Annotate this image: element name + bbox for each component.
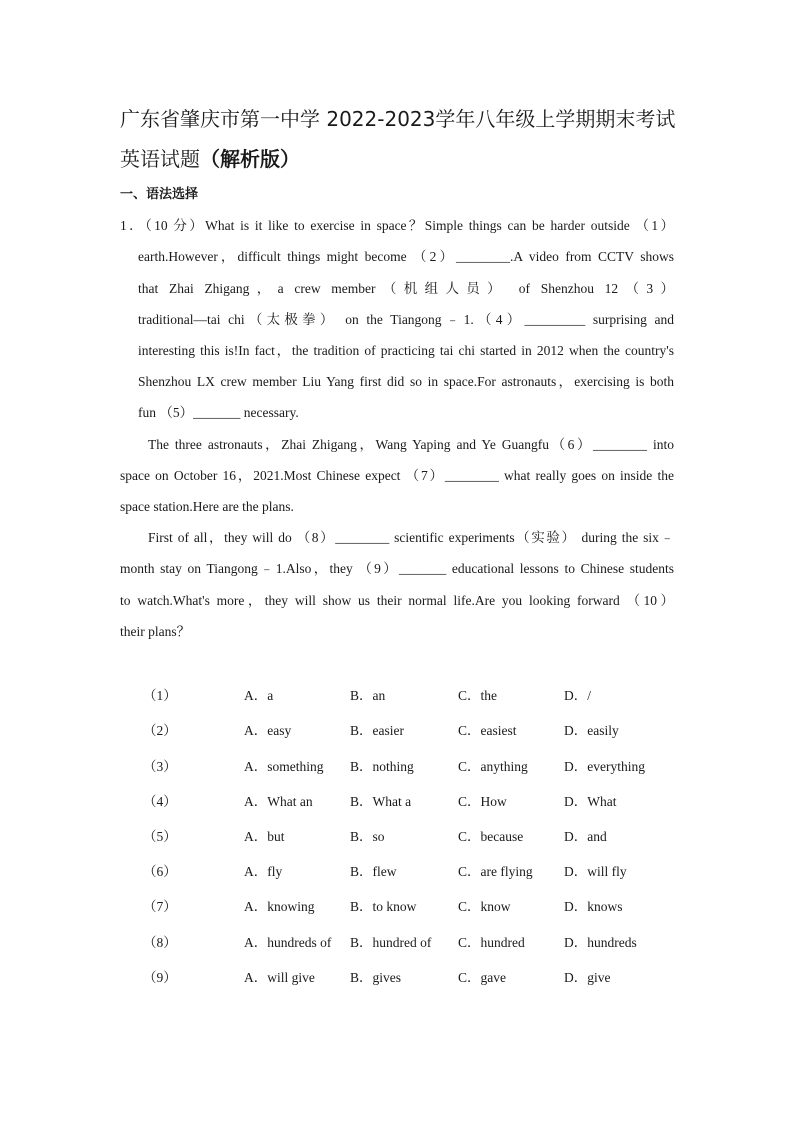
option-d: D．everything — [564, 759, 645, 774]
option-b: B．gives — [350, 970, 402, 985]
option-a: A．a — [244, 688, 274, 703]
document-title-text: 英语试题 — [120, 147, 200, 171]
option-a: A．will give — [244, 970, 315, 985]
option-d: D．What — [564, 794, 617, 809]
option-c: C．the — [458, 688, 497, 703]
passage-line: interesting this is!In fact，the tradition of practicing tai chi started in 2012 when the country's — [138, 343, 674, 358]
option-b: B．an — [350, 688, 386, 703]
option-c: C．hundred — [458, 935, 525, 950]
option-b: B．easier — [350, 723, 404, 738]
option-a: A．fly — [244, 864, 283, 879]
option-c: C．How — [458, 794, 507, 809]
option-c: C．know — [458, 899, 511, 914]
option-d: D．/ — [564, 688, 591, 703]
passage-line: Shenzhou LX crew member Liu Yang first did so in space.For astronauts，exercising is both — [138, 374, 674, 389]
passage-line: that Zhai Zhigang，a crew member（机组人员） of Shenzhou 12（3） — [138, 281, 674, 296]
option-d: D．will fly — [564, 864, 627, 879]
passage-line: space station.Here are the plans. — [120, 499, 294, 514]
option-b: B．hundred of — [350, 935, 432, 950]
passage-line: earth.However，difficult things might become （2）________.A video from CCTV shows — [138, 249, 674, 264]
passage-line: First of all，they will do （8）________ scientific experiments（实验） during the six﹣ — [148, 530, 674, 545]
passage-line: to watch.What's more，they will show us their normal life.Are you looking forward （10） — [120, 593, 674, 608]
question-number: （4） — [143, 794, 177, 809]
option-a: A．knowing — [244, 899, 315, 914]
question-number: （7） — [143, 899, 177, 914]
option-c: C．anything — [458, 759, 528, 774]
question-number: （5） — [143, 829, 177, 844]
option-a: A．something — [244, 759, 324, 774]
option-c: C．gave — [458, 970, 506, 985]
option-d: D．easily — [564, 723, 619, 738]
option-c: C．are flying — [458, 864, 533, 879]
passage-line: space on October 16，2021.Most Chinese expect （7）________ what really goes on inside the — [120, 468, 674, 483]
option-a: A．What an — [244, 794, 313, 809]
passage-line: traditional—tai chi（太极拳） on the Tiangong﹣1.（4）_________ surprising and — [138, 312, 674, 327]
option-a: A．easy — [244, 723, 292, 738]
question-number: （8） — [143, 935, 177, 950]
question-number: （2） — [143, 723, 177, 738]
document-title-line2 — [120, 147, 680, 171]
option-d: D．give — [564, 970, 611, 985]
option-b: B．to know — [350, 899, 417, 914]
question-number: （9） — [143, 970, 177, 985]
passage-line: 1．（10 分）What is it like to exercise in space？Simple things can be harder outside （1） — [120, 218, 674, 233]
document-title-line1: 广东省肇庆市第一中学 2022-2023学年八年级上学期期末考试 — [120, 107, 676, 131]
option-d: D．and — [564, 829, 607, 844]
option-b: B．nothing — [350, 759, 414, 774]
option-d: D．hundreds — [564, 935, 637, 950]
option-d: D．knows — [564, 899, 623, 914]
option-c: C．easiest — [458, 723, 517, 738]
option-b: B．flew — [350, 864, 397, 879]
passage-line: fun （5）_______ necessary. — [138, 405, 299, 420]
option-b: B．What a — [350, 794, 412, 809]
section-heading: 一、语法选择 — [120, 187, 199, 202]
option-c: C．because — [458, 829, 524, 844]
question-number: （3） — [143, 759, 177, 774]
document-title-suffix: （解析版） — [200, 147, 300, 171]
passage-line: their plans？ — [120, 624, 191, 639]
passage-line: The three astronauts，Zhai Zhigang，Wang Yaping and Ye Guangfu（6）________ into — [148, 437, 674, 452]
question-number: （1） — [143, 688, 177, 703]
passage-line: month stay on Tiangong﹣1.Also，they （9）_______ educational lessons to Chinese students — [120, 561, 674, 576]
option-a: A．but — [244, 829, 285, 844]
option-a: A．hundreds of — [244, 935, 332, 950]
option-b: B．so — [350, 829, 385, 844]
question-number: （6） — [143, 864, 177, 879]
